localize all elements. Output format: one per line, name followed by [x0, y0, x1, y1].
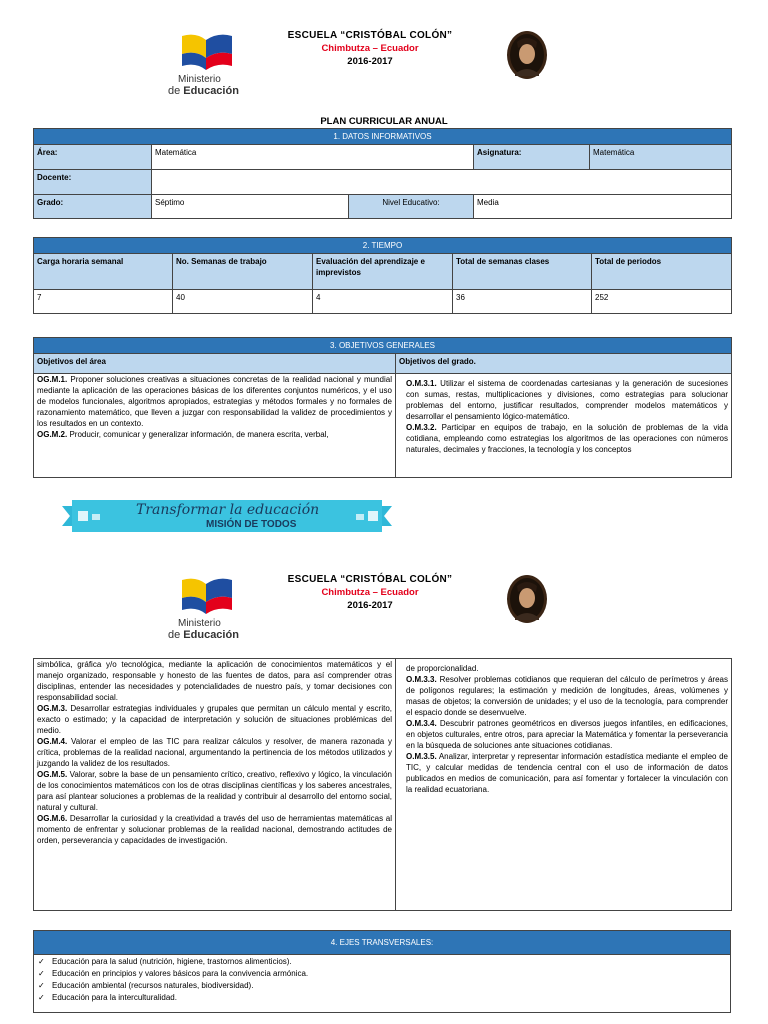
nivel-value: Media	[474, 195, 732, 219]
school-name: ESCUELA “CRISTÓBAL COLÓN”	[287, 30, 453, 41]
ejes-list	[36, 956, 728, 1004]
objetivos-table	[33, 337, 732, 478]
school-year: 2016-2017	[347, 600, 393, 611]
objetivos-heading: 3. OBJETIVOS GENERALES	[34, 338, 732, 354]
logo-text-educacion: de Educación	[168, 629, 239, 641]
list-item: ✓ Educación para la salud (nutrición, higiene, trastornos alimenticios).	[38, 957, 292, 966]
tiempo-col-evaluacion: Evaluación del aprendizaje e imprevistos	[313, 254, 453, 290]
ministerio-logo	[168, 30, 248, 102]
banner-line2: MISIÓN DE TODOS	[206, 519, 297, 530]
school-info	[270, 574, 470, 611]
area-value: Matemática	[152, 145, 474, 170]
grado-value: Séptimo	[152, 195, 349, 219]
plan-title: PLAN CURRICULAR ANUAL	[320, 116, 448, 127]
check-icon: ✓	[38, 981, 45, 990]
tiempo-col-total-periodos: Total de periodos	[592, 254, 732, 290]
asignatura-label: Asignatura:	[474, 145, 590, 170]
tiempo-value-carga: 7	[34, 290, 173, 314]
check-icon: ✓	[38, 957, 45, 966]
tiempo-col-total-semanas: Total de semanas clases	[453, 254, 592, 290]
logo-text-ministerio: Ministerio	[178, 74, 221, 85]
objetivo-grado-item: O.M.3.3. Resolver problemas cotidianos que requieran del cálculo de perímetros y áreas de polígonos regulares; la estimación y medición de longitudes, áreas, volúmenes y masas de objetos; la conversión de unidades; y el uso de la tecnología, para comprender el espacio donde se desenvuelve.	[406, 675, 728, 717]
list-item: ✓ Educación en principios y valores básicos para la convivencia armónica.	[38, 969, 309, 978]
tiempo-table	[33, 237, 732, 314]
docente-label: Docente:	[34, 170, 152, 195]
objetivos-area-cell	[34, 374, 396, 478]
docente-value	[152, 170, 732, 195]
objetivos-area-cell-continued	[34, 659, 396, 911]
nivel-label: Nivel Educativo:	[349, 195, 474, 219]
objetivo-grado-item: O.M.3.4. Descubrir patrones geométricos en diversos juegos infantiles, en edificaciones, en objetos culturales, entre otros, para apreciar la Matemática y fomentar la perseverancia en la búsqueda de soluciones ante situaciones cotidianas.	[406, 719, 728, 750]
list-item: ✓ Educación para la interculturalidad.	[38, 993, 177, 1002]
datos-heading: 1. DATOS INFORMATIVOS	[34, 129, 732, 145]
objetivo-area-item: OG.M.6. Desarrollar la curiosidad y la creatividad a través del uso de herramientas matemáticas al momento de enfrentar y solucionar problemas de la realidad nacional, demostrando actitudes de orden, perseverancia y capacidades de investigación.	[37, 814, 392, 845]
check-icon: ✓	[38, 993, 45, 1002]
objetivo-area-item: OG.M.5. Valorar, sobre la base de un pensamiento crítico, creativo, reflexivo y lógico, la vinculación de los conocimientos matemáticos con los de otras disciplinas científicas y los saberes ancestrales, para así plantear soluciones a problemas de la realidad y contribuir al desarrollo del entorno social, natural y cultural.	[37, 770, 392, 812]
ejes-table	[33, 930, 731, 1013]
check-icon: ✓	[38, 969, 45, 978]
objetivo-area-item: OG.M.2. Producir, comunicar y generalizar información, de manera escrita, verbal,	[37, 430, 329, 439]
datos-informativos-table	[33, 128, 732, 219]
logo-text-educacion: de Educación	[168, 85, 239, 97]
objetivos-grado-cell	[396, 374, 732, 478]
grado-label: Grado:	[34, 195, 152, 219]
objetivo-area-item: OG.M.1. Proponer soluciones creativas a situaciones concretas de la realidad nacional y mundial mediante la aplicación de las operaciones básicas de los diferentes conjuntos numéricos, y el uso de modelos funcionales, algoritmos apropiados, estrategias y métodos formales y no formales de razonamiento matemático, que lleven a juzgar con responsabilidad la validez de procedimientos y los resultados en un contexto.	[37, 375, 392, 428]
list-item: ✓ Educación ambiental (recursos naturales, biodiversidad).	[38, 981, 254, 990]
objetivo-grado-item: O.M.3.1. Utilizar el sistema de coordenadas cartesianas y la generación de sucesiones con sumas, restas, multiplicaciones y divisiones, como estrategias para solucionar problemas del entorno, justificar resultados, comprender modelos matemáticos y desarrollar el pensamiento lógico-matemático.	[406, 379, 729, 421]
banner-line1: Transformar la educación	[136, 502, 320, 518]
tiempo-value-total-semanas: 36	[453, 290, 592, 314]
portrait-image	[506, 574, 548, 624]
tiempo-value-evaluacion: 4	[313, 290, 453, 314]
tiempo-heading: 2. TIEMPO	[34, 238, 732, 254]
objetivo-area-item: OG.M.4. Valorar el empleo de las TIC para realizar cálculos y resolver, de manera razonada y crítica, problemas de la realidad nacional, argumentando la pertinencia de los métodos utilizados y juzgando la validez de los resultados.	[37, 737, 392, 768]
tiempo-value-total-periodos: 252	[592, 290, 732, 314]
objetivo-area-item: OG.M.3. Desarrollar estrategias individuales y grupales que permitan un cálculo mental y escrito, exacto o estimado; y la capacidad de interpretación y solución de situaciones problémicas del medio.	[37, 704, 392, 735]
portrait-image	[506, 30, 548, 80]
objetivos-col-area: Objetivos del área	[34, 354, 396, 374]
objetivos-grado-cell-continued	[396, 659, 732, 911]
tiempo-value-semanas: 40	[173, 290, 313, 314]
school-year: 2016-2017	[347, 56, 393, 67]
ejes-heading: 4. EJES TRANSVERSALES:	[34, 931, 731, 955]
objetivo-area-item: simbólica, gráfica y/o tecnológica, mediante la aplicación de conocimientos matemáticos y el manejo organizado, responsable y honesto de las fuentes de datos, para así comprender otras disciplinas, entender las necesidades y potencialidades de nuestro país, y tomar decisiones con responsabilidad social.	[37, 660, 392, 702]
school-location: Chimbutza – Ecuador	[321, 43, 419, 54]
logo-text-ministerio: Ministerio	[178, 618, 221, 629]
ministerio-flag-icon	[176, 32, 236, 74]
asignatura-value: Matemática	[590, 145, 732, 170]
objetivos-col-grado: Objetivos del grado.	[396, 354, 732, 374]
ministerio-flag-icon	[176, 576, 236, 618]
objetivo-grado-item: O.M.3.5. Analizar, interpretar y representar información estadística mediante el empleo de TIC, y calcular medidas de tendencia central con el uso de información de datos publicados en medios de comunicación, para así fomentar y fortalecer la vinculación con la realidad ecuatoriana.	[406, 752, 728, 794]
page-header	[0, 30, 768, 110]
objetivo-grado-item: O.M.3.2. Participar en equipos de trabajo, en la solución de problemas de la vida cotidiana, empleando como estrategias los algoritmos de las operaciones con números naturales, decimales y fracciones, la tecnología y los conceptos	[406, 423, 729, 454]
transformar-banner	[62, 494, 392, 538]
ejes-list-cell	[34, 955, 731, 1013]
area-label: Área:	[34, 145, 152, 170]
tiempo-col-semanas: No. Semanas de trabajo	[173, 254, 313, 290]
ministerio-logo	[168, 574, 248, 646]
tiempo-col-carga: Carga horaria semanal	[34, 254, 173, 290]
school-info	[270, 30, 470, 67]
school-name: ESCUELA “CRISTÓBAL COLÓN”	[287, 574, 453, 585]
page-header-2	[0, 574, 768, 654]
objetivo-grado-item: de proporcionalidad.	[406, 664, 479, 673]
objetivos-table-continued	[33, 658, 732, 911]
school-location: Chimbutza – Ecuador	[321, 587, 419, 598]
